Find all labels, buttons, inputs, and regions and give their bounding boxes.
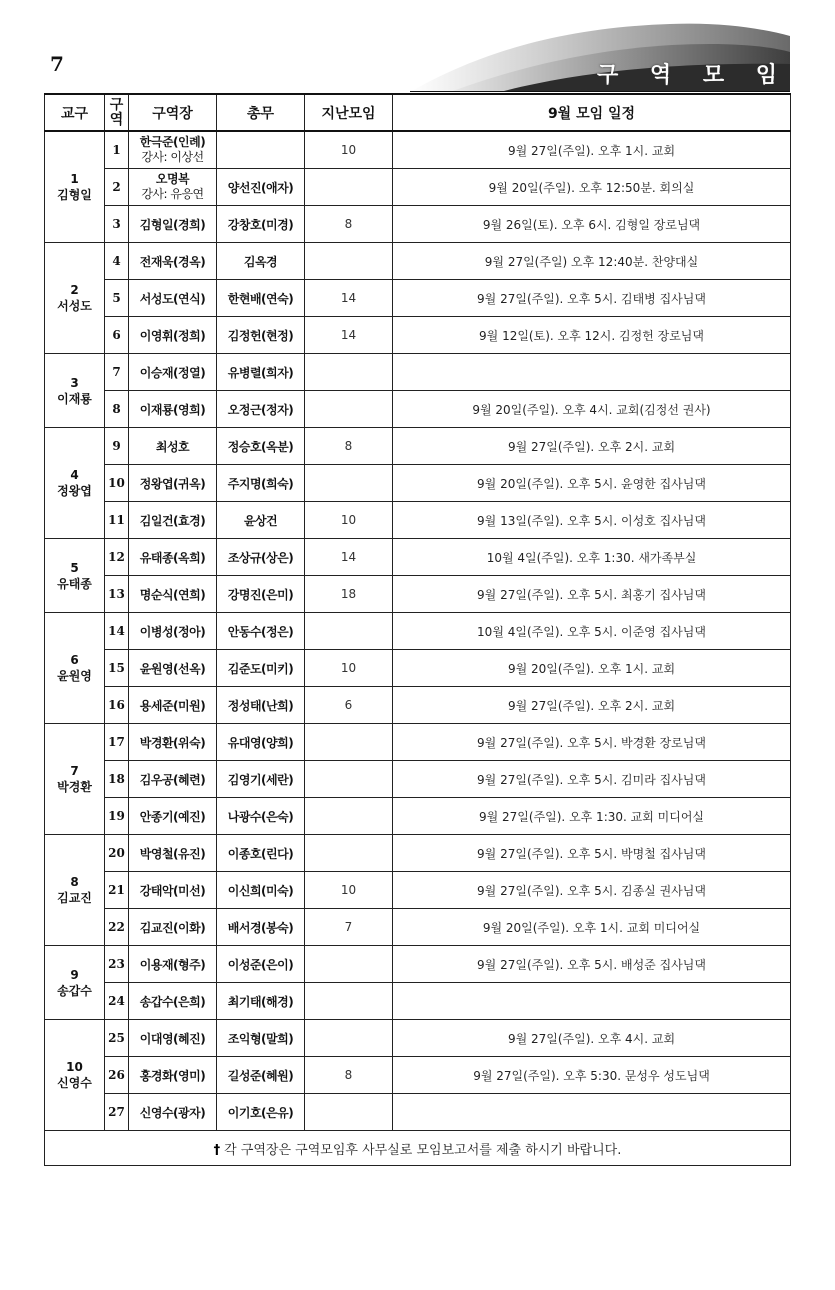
group-cell [45, 243, 105, 354]
group-number: 3 [70, 375, 79, 390]
table-row [45, 539, 791, 576]
last-meeting-count [305, 946, 393, 983]
page-number: 7 [50, 52, 64, 76]
group-cell [45, 946, 105, 1020]
cross-icon: † [213, 1142, 221, 1158]
district-general-secretary: 조상규(상은) [217, 539, 305, 576]
district-leader: 정왕엽(귀옥) [139, 476, 206, 491]
meeting-schedule: 9월 27일(주일). 오후 5시. 김태병 집사님댁 [393, 280, 791, 317]
group-leader-name: 김교진 [57, 891, 92, 905]
meeting-schedule: 10월 4일(주일). 오후 1:30. 새가족부실 [393, 539, 791, 576]
district-general-secretary: 이종호(린다) [217, 835, 305, 872]
district-leader: 이대영(혜진) [139, 1031, 206, 1046]
last-meeting-count: 14 [305, 317, 393, 354]
district-instructor: 강사: 이상선 [141, 150, 204, 164]
table-row [45, 798, 791, 835]
district-leader-cell [129, 391, 217, 428]
group-leader-name: 이재룡 [57, 391, 92, 406]
table-row [45, 354, 791, 391]
group-number: 9 [70, 967, 79, 982]
group-cell [45, 724, 105, 835]
last-meeting-count: 8 [305, 428, 393, 465]
district-leader-cell [129, 539, 217, 576]
last-meeting-count: 8 [305, 206, 393, 243]
district-leader-cell [129, 131, 217, 169]
district-general-secretary: 길성준(혜원) [217, 1057, 305, 1094]
group-cell [45, 835, 105, 946]
district-general-secretary: 한현배(연숙) [217, 280, 305, 317]
district-general-secretary: 강창호(미경) [217, 206, 305, 243]
district-leader: 홍경화(영미) [139, 1068, 206, 1083]
footer-row [45, 1131, 791, 1166]
last-meeting-count [305, 169, 393, 206]
district-leader: 전재욱(경옥) [139, 254, 206, 269]
district-general-secretary: 이성준(은이) [217, 946, 305, 983]
district-leader: 한극준(인례) [139, 135, 206, 149]
last-meeting-count: 8 [305, 1057, 393, 1094]
table-row [45, 280, 791, 317]
district-number: 25 [105, 1020, 129, 1057]
table-row [45, 909, 791, 946]
group-leader-name: 박경환 [57, 780, 92, 794]
district-number: 9 [105, 428, 129, 465]
district-general-secretary: 윤상건 [217, 502, 305, 539]
district-meeting-table [44, 93, 791, 1166]
group-leader-name: 윤원영 [57, 669, 92, 683]
table-row [45, 1020, 791, 1057]
table-row [45, 206, 791, 243]
meeting-schedule: 9월 20일(주일). 오후 1시. 교회 미디어실 [393, 909, 791, 946]
district-leader-cell [129, 354, 217, 391]
district-number: 7 [105, 354, 129, 391]
group-leader-name: 송갑수 [57, 983, 92, 998]
district-general-secretary: 조익형(말희) [217, 1020, 305, 1057]
district-leader-cell [129, 983, 217, 1020]
footer-note-cell [45, 1131, 791, 1166]
last-meeting-count [305, 983, 393, 1020]
table-row [45, 131, 791, 169]
district-number: 15 [105, 650, 129, 687]
district-leader-cell [129, 502, 217, 539]
district-number: 13 [105, 576, 129, 613]
district-number: 1 [105, 131, 129, 169]
last-meeting-count [305, 354, 393, 391]
table-row [45, 983, 791, 1020]
district-general-secretary: 김준도(미키) [217, 650, 305, 687]
meeting-schedule: 9월 26일(토). 오후 6시. 김형일 장로님댁 [393, 206, 791, 243]
district-leader-cell [129, 613, 217, 650]
district-leader: 이승재(정열) [139, 365, 206, 380]
group-leader-name: 신영수 [57, 1076, 92, 1090]
district-general-secretary: 최기태(해경) [217, 983, 305, 1020]
header-district-text: 구역 [109, 96, 124, 128]
last-meeting-count [305, 724, 393, 761]
group-number: 2 [70, 283, 79, 297]
district-leader-cell [129, 650, 217, 687]
header-schedule: 9월 모임 일정 [393, 94, 791, 131]
district-leader: 명순식(연희) [139, 587, 206, 602]
district-leader: 이용재(형주) [139, 957, 206, 972]
last-meeting-count [305, 761, 393, 798]
district-number: 5 [105, 280, 129, 317]
last-meeting-count: 10 [305, 650, 393, 687]
table-row [45, 835, 791, 872]
district-leader-cell [129, 687, 217, 724]
table-row [45, 1057, 791, 1094]
group-leader-name: 서성도 [57, 299, 92, 313]
table-row [45, 761, 791, 798]
district-general-secretary: 강명진(은미) [217, 576, 305, 613]
last-meeting-count: 10 [305, 131, 393, 169]
district-number: 24 [105, 983, 129, 1020]
meeting-schedule: 9월 27일(주일). 오후 5시. 김종실 권사님댁 [393, 872, 791, 909]
district-leader: 최성호 [155, 439, 190, 454]
district-leader-cell [129, 280, 217, 317]
header-district [105, 94, 129, 131]
district-leader: 박영철(유진) [139, 846, 206, 861]
district-general-secretary: 유병렬(희자) [217, 354, 305, 391]
table-row [45, 946, 791, 983]
district-leader-cell [129, 206, 217, 243]
district-number: 26 [105, 1057, 129, 1094]
district-number: 21 [105, 872, 129, 909]
group-number: 8 [70, 875, 79, 889]
district-leader-cell [129, 465, 217, 502]
meeting-schedule: 9월 20일(주일). 오후 4시. 교회(김정선 권사) [393, 391, 791, 428]
group-cell [45, 354, 105, 428]
district-leader-cell [129, 428, 217, 465]
last-meeting-count [305, 465, 393, 502]
meeting-schedule: 9월 27일(주일). 오후 5:30. 문성우 성도님댁 [393, 1057, 791, 1094]
district-number: 10 [105, 465, 129, 502]
table-row [45, 724, 791, 761]
table-row [45, 650, 791, 687]
meeting-schedule: 9월 27일(주일). 오후 5시. 박경환 장로님댁 [393, 724, 791, 761]
meeting-schedule: 9월 27일(주일). 오후 4시. 교회 [393, 1020, 791, 1057]
group-leader-name: 정왕엽 [57, 484, 92, 498]
district-general-secretary: 양선진(애자) [217, 169, 305, 206]
district-leader-cell [129, 317, 217, 354]
last-meeting-count: 18 [305, 576, 393, 613]
district-general-secretary: 배서경(봉숙) [217, 909, 305, 946]
group-leader-name: 김형일 [57, 188, 92, 202]
meeting-schedule: 9월 27일(주일). 오후 2시. 교회 [393, 428, 791, 465]
last-meeting-count: 10 [305, 502, 393, 539]
meeting-schedule: 9월 27일(주일). 오후 1시. 교회 [393, 131, 791, 169]
group-number: 5 [70, 560, 79, 575]
table-row [45, 613, 791, 650]
header-last-meeting: 지난모임 [305, 94, 393, 131]
district-instructor: 강사: 유응연 [141, 187, 204, 201]
district-leader: 윤원영(선옥) [139, 661, 206, 676]
district-leader: 유태종(옥희) [139, 550, 206, 565]
group-cell [45, 1020, 105, 1131]
district-leader: 김교진(이화) [139, 920, 206, 935]
district-general-secretary: 오정근(정자) [217, 391, 305, 428]
district-number: 23 [105, 946, 129, 983]
district-leader-cell [129, 835, 217, 872]
last-meeting-count [305, 835, 393, 872]
meeting-schedule: 9월 27일(주일). 오후 1:30. 교회 미디어실 [393, 798, 791, 835]
district-general-secretary: 유대영(양희) [217, 724, 305, 761]
district-number: 2 [105, 169, 129, 206]
district-leader-cell [129, 1057, 217, 1094]
group-cell [45, 613, 105, 724]
table-row [45, 169, 791, 206]
last-meeting-count: 6 [305, 687, 393, 724]
district-leader-cell [129, 1020, 217, 1057]
meeting-schedule: 9월 27일(주일). 오후 5시. 최홍기 집사님댁 [393, 576, 791, 613]
table-row [45, 687, 791, 724]
district-general-secretary: 김영기(세란) [217, 761, 305, 798]
district-general-secretary [217, 131, 305, 169]
district-leader-cell [129, 169, 217, 206]
district-general-secretary: 김정헌(현정) [217, 317, 305, 354]
meeting-schedule [393, 354, 791, 391]
district-number: 14 [105, 613, 129, 650]
district-number: 22 [105, 909, 129, 946]
district-number: 6 [105, 317, 129, 354]
district-leader: 신영수(광자) [139, 1105, 206, 1120]
district-leader-cell [129, 243, 217, 280]
district-leader: 김형일(경희) [139, 217, 206, 232]
district-leader-cell [129, 1094, 217, 1131]
group-number: 10 [66, 1060, 83, 1074]
district-leader: 서성도(연식) [139, 291, 206, 306]
table-row [45, 465, 791, 502]
header-row [45, 94, 791, 131]
district-number: 3 [105, 206, 129, 243]
district-general-secretary: 주지명(희숙) [217, 465, 305, 502]
district-leader-cell [129, 872, 217, 909]
district-number: 19 [105, 798, 129, 835]
district-number: 4 [105, 243, 129, 280]
meeting-schedule: 9월 27일(주일). 오후 5시. 박명철 집사님댁 [393, 835, 791, 872]
district-number: 27 [105, 1094, 129, 1131]
meeting-schedule: 9월 20일(주일). 오후 5시. 윤영한 집사님댁 [393, 465, 791, 502]
group-cell [45, 539, 105, 613]
last-meeting-count [305, 391, 393, 428]
meeting-schedule: 9월 27일(주일). 오후 5시. 배성준 집사님댁 [393, 946, 791, 983]
meeting-schedule: 9월 27일(주일) 오후 12:40분. 찬양대실 [393, 243, 791, 280]
group-number: 7 [70, 764, 79, 778]
table-row [45, 1094, 791, 1131]
district-leader: 용세준(미원) [139, 698, 206, 713]
footer-note: 각 구역장은 구역모임후 사무실로 모임보고서를 제출 하시기 바랍니다. [224, 1142, 622, 1158]
district-leader: 김일건(효경) [139, 513, 206, 528]
district-leader: 이영휘(정희) [139, 328, 206, 343]
group-number: 4 [70, 468, 79, 482]
banner-title: 구 역 모 임 [597, 63, 789, 88]
last-meeting-count [305, 1020, 393, 1057]
group-cell [45, 131, 105, 243]
district-general-secretary: 이신희(미숙) [217, 872, 305, 909]
district-number: 17 [105, 724, 129, 761]
district-general-secretary: 정승호(옥분) [217, 428, 305, 465]
district-number: 20 [105, 835, 129, 872]
district-leader-cell [129, 576, 217, 613]
header-leader: 구역장 [129, 94, 217, 131]
last-meeting-count [305, 613, 393, 650]
group-number: 1 [70, 172, 79, 186]
table-row [45, 428, 791, 465]
district-number: 12 [105, 539, 129, 576]
table-row [45, 872, 791, 909]
district-general-secretary: 이기호(은유) [217, 1094, 305, 1131]
last-meeting-count: 14 [305, 280, 393, 317]
district-leader: 이재룡(영희) [139, 402, 206, 417]
meeting-schedule: 9월 27일(주일). 오후 2시. 교회 [393, 687, 791, 724]
district-leader: 송갑수(은희) [139, 994, 206, 1009]
district-leader: 안종기(예진) [139, 809, 206, 824]
table-row [45, 391, 791, 428]
table-row [45, 576, 791, 613]
district-number: 16 [105, 687, 129, 724]
last-meeting-count: 10 [305, 872, 393, 909]
district-number: 18 [105, 761, 129, 798]
last-meeting-count: 7 [305, 909, 393, 946]
meeting-schedule: 10월 4일(주일). 오후 5시. 이준영 집사님댁 [393, 613, 791, 650]
district-general-secretary: 나광수(은숙) [217, 798, 305, 835]
last-meeting-count: 14 [305, 539, 393, 576]
district-number: 11 [105, 502, 129, 539]
group-cell [45, 428, 105, 539]
table-row [45, 317, 791, 354]
district-leader: 강태악(미선) [139, 883, 206, 898]
meeting-schedule: 9월 12일(토). 오후 12시. 김정헌 장로님댁 [393, 317, 791, 354]
district-leader-cell [129, 798, 217, 835]
district-leader-cell [129, 724, 217, 761]
district-general-secretary: 안동수(정은) [217, 613, 305, 650]
table-row [45, 243, 791, 280]
district-general-secretary: 김옥경 [217, 243, 305, 280]
group-number: 6 [70, 653, 79, 667]
district-leader-cell [129, 909, 217, 946]
last-meeting-count [305, 1094, 393, 1131]
header-group: 교구 [45, 94, 105, 131]
district-leader: 박경환(위숙) [139, 735, 206, 750]
table-body [45, 131, 791, 1131]
group-leader-name: 유태종 [57, 576, 92, 591]
meeting-schedule: 9월 13일(주일). 오후 5시. 이성호 집사님댁 [393, 502, 791, 539]
meeting-schedule: 9월 27일(주일). 오후 5시. 김미라 집사님댁 [393, 761, 791, 798]
table-row [45, 502, 791, 539]
district-leader: 김우공(혜련) [139, 772, 206, 787]
last-meeting-count [305, 798, 393, 835]
meeting-schedule [393, 983, 791, 1020]
district-number: 8 [105, 391, 129, 428]
meeting-schedule: 9월 20일(주일). 오후 1시. 교회 [393, 650, 791, 687]
district-leader-cell [129, 946, 217, 983]
meeting-schedule: 9월 20일(주일). 오후 12:50분. 회의실 [393, 169, 791, 206]
district-general-secretary: 정성태(난희) [217, 687, 305, 724]
meeting-schedule [393, 1094, 791, 1131]
district-leader: 이병성(정아) [139, 624, 206, 639]
district-leader-cell [129, 761, 217, 798]
header-general: 총무 [217, 94, 305, 131]
district-leader: 오명복 [155, 172, 190, 186]
last-meeting-count [305, 243, 393, 280]
